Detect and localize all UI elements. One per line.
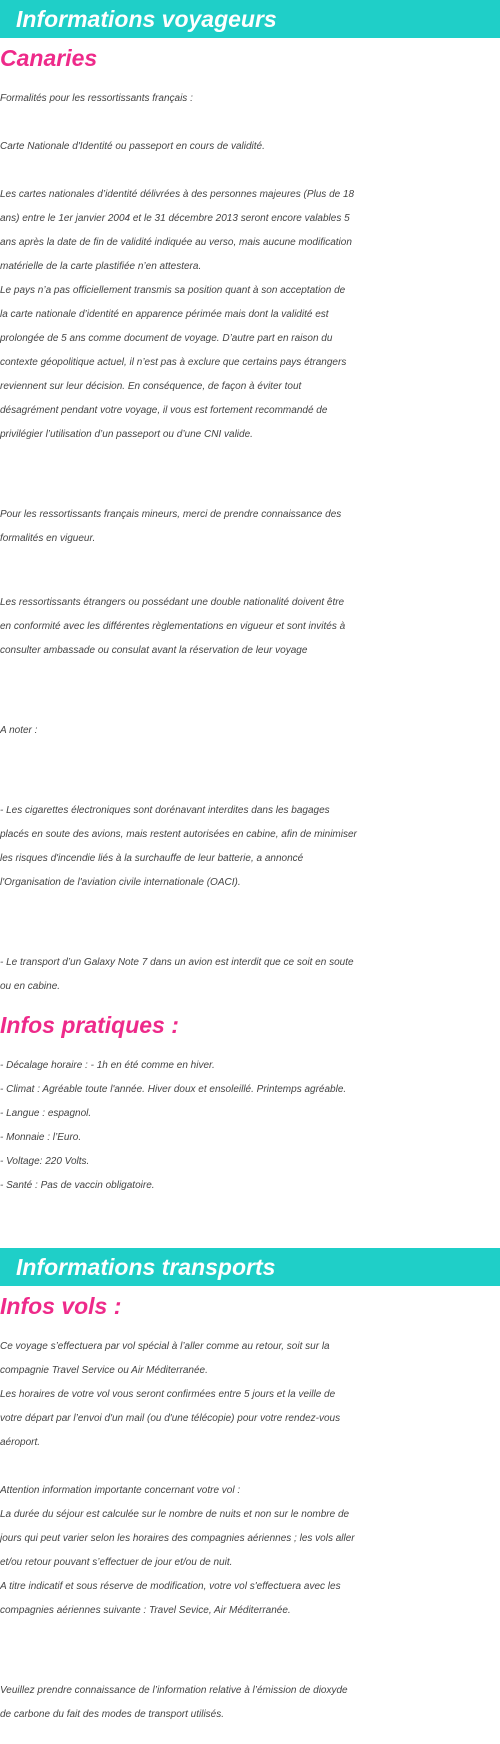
text-line: Les cartes nationales d’identité délivrées à des personnes majeures (Plus de 18 <box>0 189 355 200</box>
mineurs-paragraph <box>0 503 500 551</box>
text-line: La durée du séjour est calculée sur le nombre de nuits et non sur le nombre de <box>0 1509 350 1520</box>
text-line: et/ou retour pouvant s’effectuer de jour et/ou de nuit. <box>0 1557 233 1568</box>
list-item: - Monnaie : l’Euro. <box>0 1132 82 1143</box>
text-line: compagnie Travel Service ou Air Méditerranée. <box>0 1365 208 1376</box>
vol-paragraph <box>0 1335 500 1455</box>
text-line: désagrément pendant votre voyage, il vous est fortement recommandé de <box>0 405 328 416</box>
list-item: - Décalage horaire : - 1h en été comme en hiver. <box>0 1060 215 1071</box>
destination-heading: Canaries <box>0 45 98 71</box>
list-item: - Climat : Agréable toute l'année. Hiver doux et ensoleillé. Printemps agréable. <box>0 1084 347 1095</box>
text-line: Les ressortissants étrangers ou possédant une double nationalité doivent être <box>0 597 345 608</box>
infos-pratiques-heading: Infos pratiques : <box>0 1012 179 1038</box>
text-line: - Le transport d’un Galaxy Note 7 dans un avion est interdit que ce soit en soute <box>0 957 354 968</box>
dioxyde-paragraph <box>0 1679 500 1727</box>
text-line: Attention information importante concernant votre vol : <box>0 1485 241 1496</box>
infos-pratiques-list <box>0 1054 500 1198</box>
text-line: placés en soute des avions, mais restent autorisées en cabine, afin de minimiser <box>0 829 357 840</box>
text-line: contexte géopolitique actuel, il n’est pas à exclure que certains pays étrangers <box>0 357 347 368</box>
section-banner-transports: Informations transports <box>0 1248 500 1286</box>
text-line: A noter : <box>0 725 38 736</box>
cni-line <box>0 135 500 159</box>
text-line: Carte Nationale d'Identité ou passeport en cours de validité. <box>0 141 265 152</box>
text-line: ou en cabine. <box>0 981 61 992</box>
text-line: - Les cigarettes électroniques sont dorénavant interdites dans les bagages <box>0 805 330 816</box>
text-line: compagnies aériennes suivante : Travel Sevice, Air Méditerranée. <box>0 1605 291 1616</box>
cigarettes-paragraph <box>0 799 500 895</box>
text-line: privilégier l’utilisation d’un passeport ou d’une CNI valide. <box>0 429 253 440</box>
text-line: la carte nationale d’identité en apparence périmée mais dont la validité est <box>0 309 329 320</box>
text-line: prolongée de 5 ans comme document de voyage. D’autre part en raison du <box>0 333 333 344</box>
text-line: les risques d'incendie liés à la surchauffe de leur batterie, a annoncé <box>0 853 304 864</box>
text-line: votre départ par l’envoi d'un mail (ou d'une télécopie) pour votre rendez-vous <box>0 1413 341 1424</box>
text-line: en conformité avec les différentes règlementations en vigueur et sont invités à <box>0 621 346 632</box>
infos-vols-heading: Infos vols : <box>0 1293 122 1319</box>
text-line: Pour les ressortissants français mineurs, merci de prendre connaissance des <box>0 509 342 520</box>
text-line: jours qui peut varier selon les horaires des compagnies aériennes ; les vols aller <box>0 1533 355 1544</box>
text-line: formalités en vigueur. <box>0 533 96 544</box>
text-line: reviennent sur leur décision. En conséquence, de façon à éviter tout <box>0 381 302 392</box>
text-line: Formalités pour les ressortissants français : <box>0 93 193 104</box>
list-item: - Santé : Pas de vaccin obligatoire. <box>0 1180 155 1191</box>
etrangers-paragraph <box>0 591 500 663</box>
text-line: Veuillez prendre connaissance de l’information relative à l’émission de dioxyde <box>0 1685 348 1696</box>
text-line: A titre indicatif et sous réserve de modification, votre vol s'effectuera avec les <box>0 1581 341 1592</box>
list-item: - Langue : espagnol. <box>0 1108 92 1119</box>
text-line: ans) entre le 1er janvier 2004 et le 31 décembre 2013 seront encore valables 5 <box>0 213 350 224</box>
galaxy-paragraph <box>0 951 500 999</box>
text-line: matérielle de la carte plastifiée n’en attestera. <box>0 261 202 272</box>
text-line: consulter ambassade ou consulat avant la réservation de leur voyage <box>0 645 308 656</box>
section-banner-voyageurs: Informations voyageurs <box>0 0 500 38</box>
text-line: Ce voyage s’effectuera par vol spécial à l’aller comme au retour, soit sur la <box>0 1341 330 1352</box>
cni-paragraph <box>0 183 500 447</box>
text-line: ans après la date de fin de validité indiquée au verso, mais aucune modification <box>0 237 352 248</box>
formalites-intro <box>0 87 500 111</box>
list-item: - Voltage: 220 Volts. <box>0 1156 90 1167</box>
text-line: aéroport. <box>0 1437 41 1448</box>
text-line: Les horaires de votre vol vous seront confirmées entre 5 jours et la veille de <box>0 1389 336 1400</box>
text-line: l'Organisation de l'aviation civile internationale (OACI). <box>0 877 241 888</box>
a-noter <box>0 719 500 743</box>
text-line: Le pays n’a pas officiellement transmis sa position quant à son acceptation de <box>0 285 346 296</box>
text-line: de carbone du fait des modes de transport utilisés. <box>0 1709 225 1720</box>
attention-paragraph <box>0 1479 500 1623</box>
